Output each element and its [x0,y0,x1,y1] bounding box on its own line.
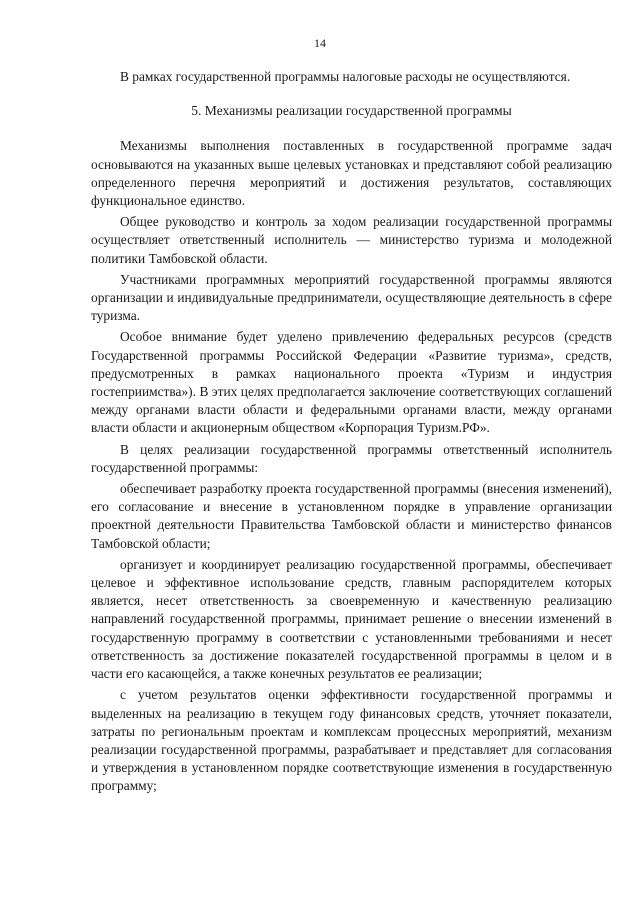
paragraph-tax-expenses: В рамках государственной программы налоговые расходы не осуществляются. [120,69,571,84]
paragraph-executor-duty-2: организует и координирует реализацию государственной программы, обеспечивает целевое и эффективное использование средств, главным распорядителем которых является, несет ответственность за своевременную и качественную реализацию направлений государственной программы, принимает решение о внесении изменений в государственную программу в соответствии с установленными требованиями и несет ответственность за достижение показателей государственной программы в целом и в части его касающейся, а также конечных результатов ее реализации; [91,556,612,682]
paragraph-federal-resources: Особое внимание будет уделено привлечению федеральных ресурсов (средств Государственной программы Российской Федерации «Развитие туризма», средств, предусмотренных в рамках национального проекта «Туризм и индустрия гостеприимства»). В этих целях предполагается заключение соответствующих соглашений между органами власти области и федеральными органами власти, между органами власти области и акционерным обществом «Корпорация Туризм.РФ». [91,329,612,436]
paragraph-executor-intro: В целях реализации государственной программы ответственный исполнитель государственной программы: [91,441,612,475]
section-heading: 5. Механизмы реализации государственной программы [191,103,512,119]
paragraph-executor-duty-1: обеспечивает разработку проекта государственной программы (внесения изменений), его согласование и внесение в установленном порядке в управление организации проектной деятельности Правительства Тамбовской области и министерство финансов Тамбовской области; [91,481,612,551]
paragraph-participants: Участниками программных мероприятий государственной программы являются организации и индивидуальные предприниматели, осуществляющие деятельность в сфере туризма. [91,271,612,324]
paragraph-executor-duty-3: с учетом результатов оценки эффективности государственной программы и выделенных на реализацию в текущем году финансовых средств, уточняет показатели, затраты по региональным проектам и комплексам процессных мероприятий, механизм реализации государственной программы, разрабатывает и представляет для согласования и утверждения в установленном порядке соответствующие изменения в государственную программу; [91,687,612,794]
paragraph-mechanisms: Механизмы выполнения поставленных в государственной программе задач основываются на указанных выше целевых установках и представляют собой реализацию определенного перечня мероприятий и достижения результатов, составляющих функциональное единство. [91,138,612,209]
paragraph-general-management: Общее руководство и контроль за ходом реализации государственной программы осуществляет ответственный исполнитель — министерство туризма и молодежной политики Тамбовской области. [91,214,612,266]
document-body [91,68,612,796]
page-number: 14 [314,36,326,50]
